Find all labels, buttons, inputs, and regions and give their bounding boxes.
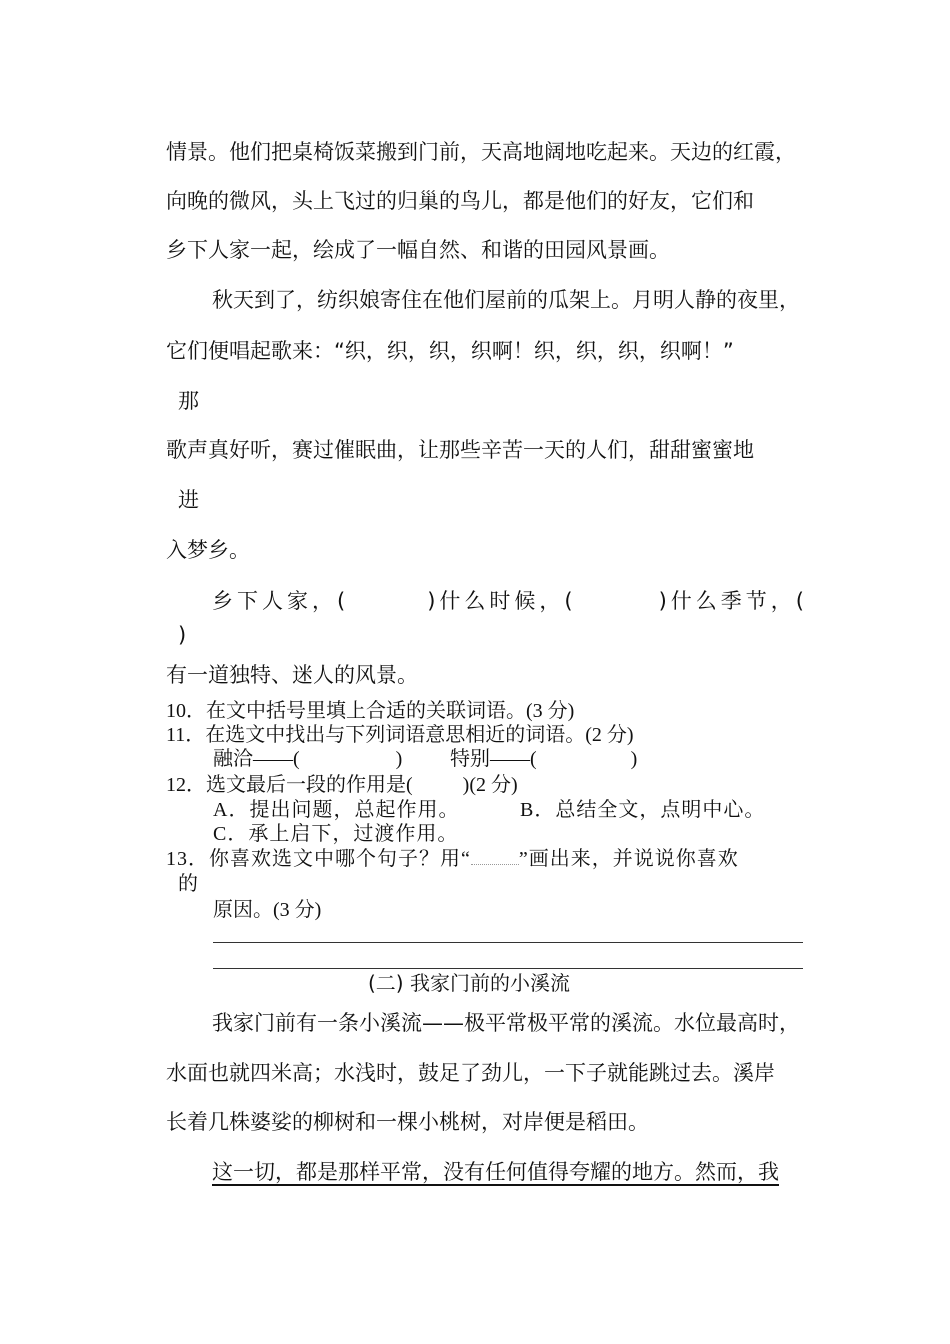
- question-13: [166, 846, 739, 872]
- word-close: ): [630, 748, 638, 770]
- passage-line: 我家门前有一条小溪流——极平常极平常的溪流。水位最高时，: [212, 1011, 800, 1035]
- question-text: 你喜欢选文中哪个句子？用“: [209, 848, 471, 870]
- question-score: )(2 分): [462, 774, 518, 796]
- section-title: (二) 我家门前的小溪流: [368, 971, 570, 995]
- passage-line: 那: [178, 389, 199, 413]
- underlined-sentence: 这一切，都是那样平常，没有任何值得夸耀的地方。然而，我: [212, 1160, 779, 1184]
- fill-blank-sentence: [212, 588, 808, 614]
- question-12: [166, 772, 518, 798]
- question-11: [166, 722, 634, 748]
- question-text-wrap: 的: [178, 873, 198, 895]
- text-segment: )什么季节，(: [658, 589, 808, 613]
- question-text: 在文中括号里填上合适的关联词语。(3 分): [206, 700, 575, 722]
- q11-word-1: [213, 746, 402, 772]
- answer-line[interactable]: [213, 968, 803, 969]
- text-segment: 乡下人家，(: [212, 589, 350, 613]
- word-label: 特别——(: [450, 748, 537, 770]
- passage-line: 它们便唱起歌来：“织，织，织，织啊！织，织，织，织啊！”: [166, 339, 734, 363]
- passage-line: 乡下人家一起，绘成了一幅自然、和谐的田园风景画。: [166, 238, 670, 262]
- passage-line: 进: [178, 488, 199, 512]
- question-number: 12．: [166, 774, 206, 796]
- passage-line: 长着几株婆娑的柳树和一棵小桃树，对岸便是稻田。: [166, 1110, 649, 1134]
- q12-option-c[interactable]: C．承上启下，过渡作用。: [213, 823, 459, 845]
- q12-option-a[interactable]: A．提出问题，总起作用。: [213, 799, 460, 821]
- question-text: 原因。(3 分): [213, 899, 322, 921]
- word-close: ): [395, 748, 403, 770]
- fill-blank-close: ): [178, 623, 187, 647]
- passage-line: 歌声真好听，赛过催眠曲，让那些辛苦一天的人们，甜甜蜜蜜地: [166, 438, 754, 462]
- passage-line: 入梦乡。: [166, 538, 250, 562]
- passage-line: 有一道独特、迷人的风景。: [166, 663, 418, 687]
- question-number: 10．: [166, 700, 206, 722]
- passage-line: 水面也就四米高；水浅时，鼓足了劲儿，一下子就能跳过去。溪岸: [166, 1061, 775, 1085]
- passage-line: 秋天到了，纺织娘寄住在他们屋前的瓜架上。月明人静的夜里，: [212, 288, 800, 312]
- question-text: ”画出来，并说说你喜欢: [518, 848, 739, 870]
- q12-option-b[interactable]: B．总结全文，点明中心。: [520, 799, 766, 821]
- passage-line: 情景。他们把桌椅饭菜搬到门前，天高地阔地吃起来。天边的红霞，: [166, 140, 796, 164]
- text-segment: )什么时候，(: [427, 589, 577, 613]
- question-10: [166, 698, 574, 724]
- passage-line: 向晚的微风，头上飞过的归巢的鸟儿，都是他们的好友，它们和: [166, 189, 754, 213]
- q11-word-2: [450, 746, 637, 772]
- answer-line[interactable]: [213, 942, 803, 943]
- question-text: 在选文中找出与下列词语意思相近的词语。(2 分): [205, 724, 634, 746]
- question-number: 11．: [166, 724, 206, 746]
- question-number: 13．: [166, 848, 209, 870]
- question-text: 选文最后一段的作用是(: [206, 774, 413, 796]
- wavy-underline-icon: [471, 850, 519, 865]
- word-label: 融洽——(: [213, 748, 300, 770]
